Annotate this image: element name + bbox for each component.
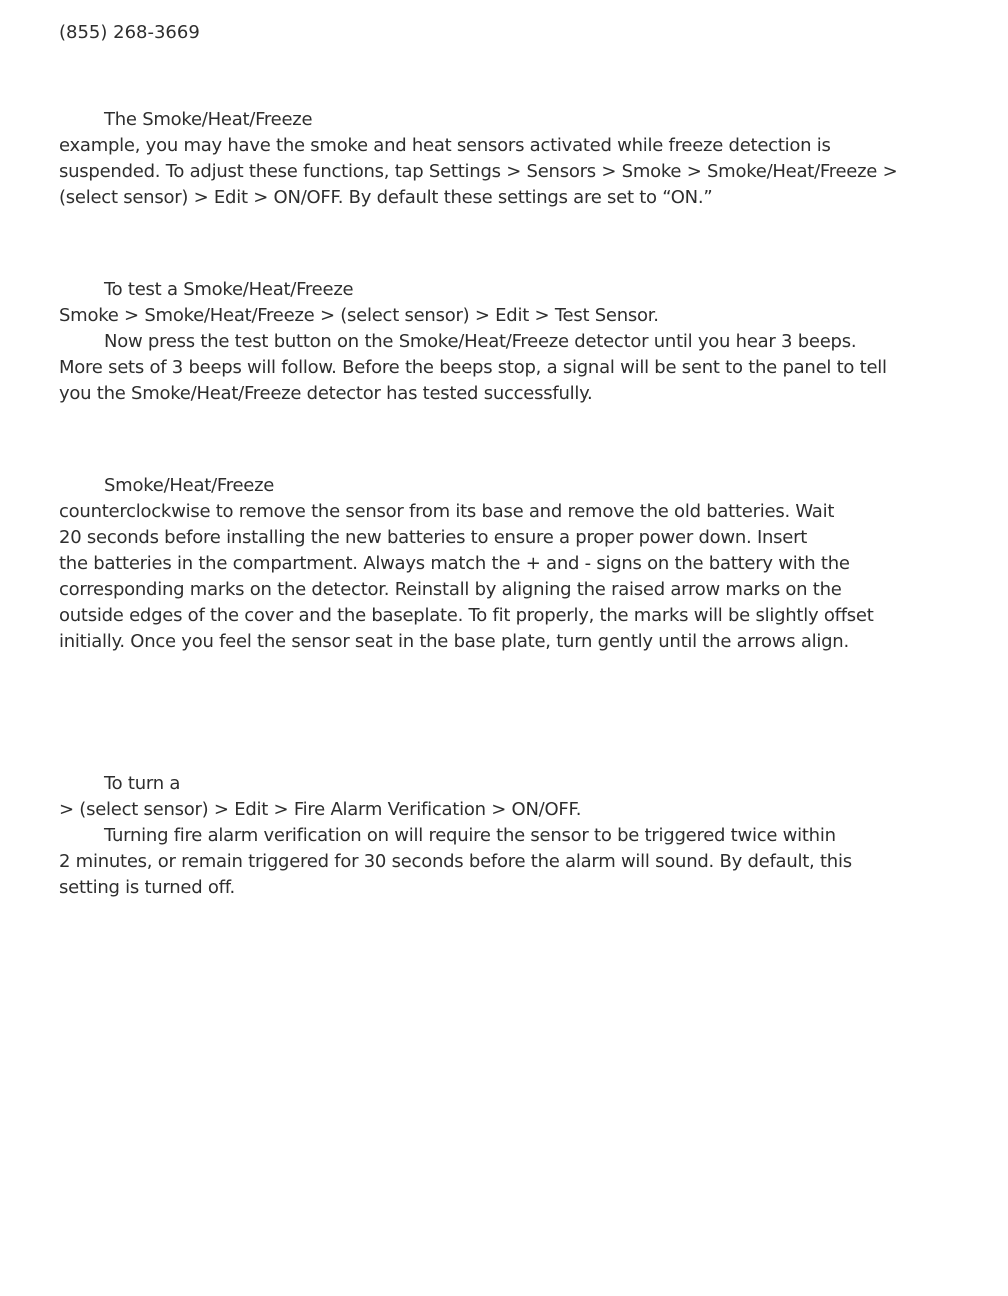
section-fire-alarm-verification	[59, 771, 939, 901]
paragraph-line: The Smoke/Heat/Freeze	[104, 109, 313, 130]
paragraph-line: 2 minutes, or remain triggered for 30 seconds before the alarm will sound. By default, this	[59, 851, 852, 872]
paragraph-line: To turn a	[104, 773, 181, 794]
paragraph-line: (select sensor) > Edit > ON/OFF. By default these settings are set to “ON.”	[59, 187, 713, 208]
paragraph-line: outside edges of the cover and the baseplate. To fit properly, the marks will be slightly offset	[59, 605, 874, 626]
phone-number: (855) 268-3669	[59, 22, 200, 43]
paragraph-line: the batteries in the compartment. Always match the + and - signs on the battery with the	[59, 553, 850, 574]
paragraph-line: setting is turned off.	[59, 877, 236, 898]
section-battery-replacement	[59, 473, 939, 655]
section-test-sensor	[59, 277, 939, 407]
paragraph-line: example, you may have the smoke and heat sensors activated while freeze detection is	[59, 135, 831, 156]
section-smoke-heat-freeze-functions	[59, 107, 939, 211]
paragraph-line: To test a Smoke/Heat/Freeze	[104, 279, 354, 300]
paragraph-line: initially. Once you feel the sensor seat in the base plate, turn gently until the arrows align.	[59, 631, 849, 652]
paragraph-line: Smoke > Smoke/Heat/Freeze > (select sensor) > Edit > Test Sensor.	[59, 305, 659, 326]
paragraph-line: Turning fire alarm verification on will require the sensor to be triggered twice within	[104, 825, 836, 846]
paragraph-line: corresponding marks on the detector. Reinstall by aligning the raised arrow marks on the	[59, 579, 842, 600]
paragraph-line: you the Smoke/Heat/Freeze detector has tested successfully.	[59, 383, 593, 404]
paragraph-line: counterclockwise to remove the sensor from its base and remove the old batteries. Wait	[59, 501, 835, 522]
paragraph-line: Smoke/Heat/Freeze	[104, 475, 275, 496]
paragraph-line: 20 seconds before installing the new batteries to ensure a proper power down. Insert	[59, 527, 808, 548]
paragraph-line: > (select sensor) > Edit > Fire Alarm Verification > ON/OFF.	[59, 799, 582, 820]
paragraph-line: suspended. To adjust these functions, tap Settings > Sensors > Smoke > Smoke/Heat/Freeze >	[59, 161, 898, 182]
paragraph-line: Now press the test button on the Smoke/Heat/Freeze detector until you hear 3 beeps.	[104, 331, 857, 352]
paragraph-line: More sets of 3 beeps will follow. Before the beeps stop, a signal will be sent to the panel to tell	[59, 357, 887, 378]
